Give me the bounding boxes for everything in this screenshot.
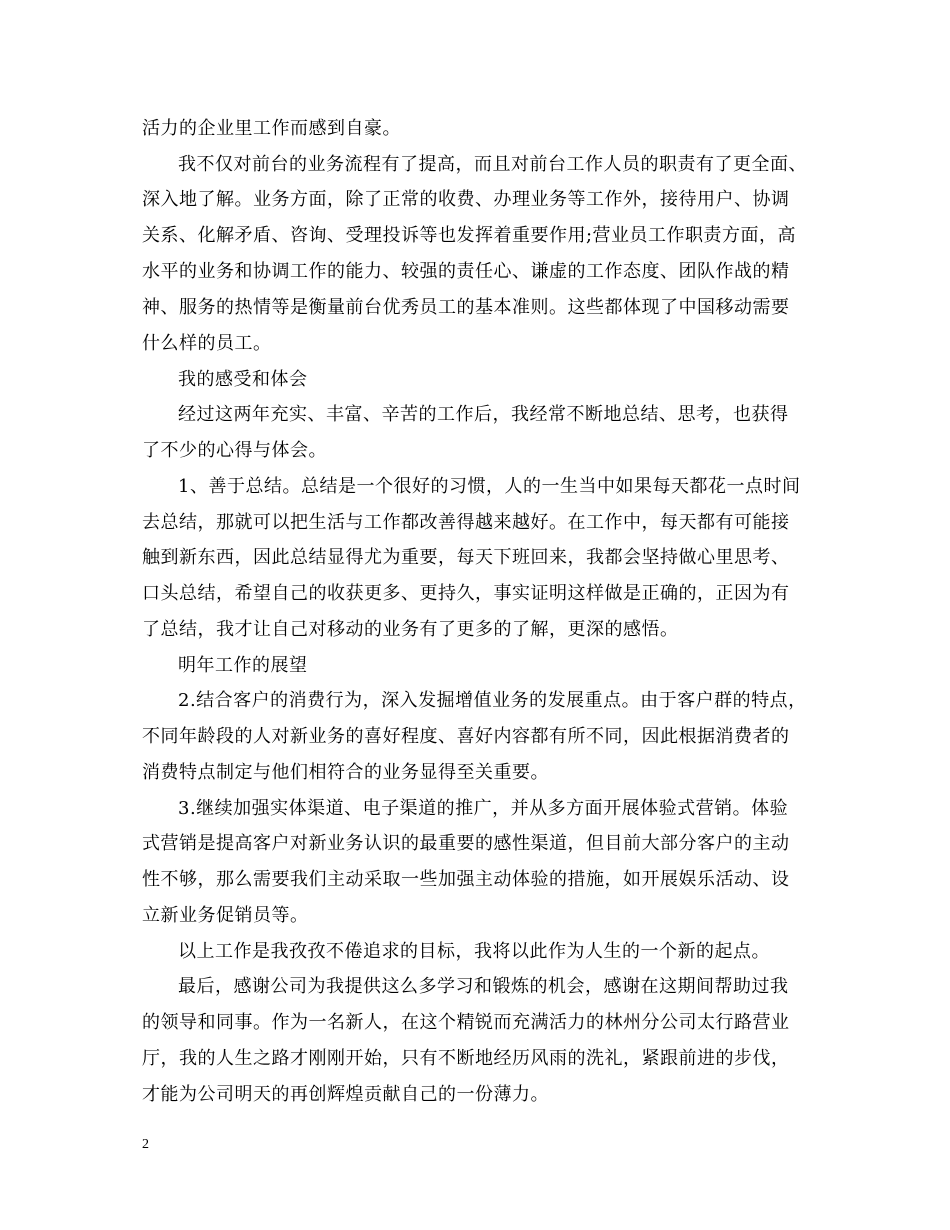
- text-line: 我不仅对前台的业务流程有了提高，而且对前台工作人员的职责有了更全面、: [178, 154, 807, 175]
- text-line: 3.继续加强实体渠道、电子渠道的推广，并从多方面开展体验式营销。体验: [178, 798, 789, 819]
- text-line: 神、服务的热情等是衡量前台优秀员工的基本准则。这些都体现了中国移动需要: [142, 297, 790, 318]
- text-line: 深入地了解。业务方面，除了正常的收费、办理业务等工作外，接待用户、协调: [142, 189, 790, 210]
- section-heading: 明年工作的展望: [178, 655, 308, 676]
- text-line: 1、善于总结。总结是一个很好的习惯，人的一生当中如果每天都花一点时间: [178, 476, 801, 497]
- text-line: 不同年龄段的人对新业务的喜好程度、喜好内容都有所不同，因此根据消费者的: [142, 726, 790, 747]
- text-line: 去总结，那就可以把生活与工作都改善得越来越好。在工作中，每天都有可能接: [142, 512, 790, 533]
- text-line: 活力的企业里工作而感到自豪。: [142, 118, 401, 139]
- text-line: 触到新东西，因此总结显得尤为重要，每天下班回来，我都会坚持做心里思考、: [142, 547, 790, 568]
- text-line: 消费特点制定与他们相符合的业务显得至关重要。: [142, 762, 549, 783]
- text-line: 最后，感谢公司为我提供这么多学习和锻炼的机会，感谢在这期间帮助过我: [178, 976, 789, 997]
- text-line: 的领导和同事。作为一名新人，在这个精锐而充满活力的林州分公司太行路营业: [142, 1012, 790, 1033]
- text-line: 性不够，那么需要我们主动采取一些加强主动体验的措施，如开展娱乐活动、设: [142, 869, 790, 890]
- text-line: 什么样的员工。: [142, 333, 272, 354]
- section-heading: 我的感受和体会: [178, 369, 308, 390]
- text-line: 口头总结，希望自己的收获更多、更持久，事实证明这样做是正确的，正因为有: [142, 583, 790, 604]
- page-number: 2: [142, 1137, 149, 1152]
- text-line: 2.结合客户的消费行为，深入发掘增值业务的发展重点。由于客户群的特点，: [178, 690, 807, 711]
- text-line: 关系、化解矛盾、咨询、受理投诉等也发挥着重要作用;营业员工作职责方面，高: [142, 225, 797, 246]
- text-line: 水平的业务和协调工作的能力、较强的责任心、谦虚的工作态度、团队作战的精: [142, 261, 790, 282]
- text-line: 式营销是提高客户对新业务认识的最重要的感性渠道，但目前大部分客户的主动: [142, 833, 790, 854]
- text-line: 经过这两年充实、丰富、辛苦的工作后，我经常不断地总结、思考，也获得: [178, 404, 789, 425]
- text-line: 了不少的心得与体会。: [142, 440, 327, 461]
- text-line: 以上工作是我孜孜不倦追求的目标，我将以此作为人生的一个新的起点。: [178, 941, 770, 962]
- text-line: 了总结，我才让自己对移动的业务有了更多的了解，更深的感悟。: [142, 619, 679, 640]
- text-line: 厅，我的人生之路才刚刚开始，只有不断地经历风雨的洗礼，紧跟前进的步伐，: [142, 1048, 790, 1069]
- text-line: 立新业务促销员等。: [142, 905, 309, 926]
- text-line: 才能为公司明天的再创辉煌贡献自己的一份薄力。: [142, 1084, 549, 1105]
